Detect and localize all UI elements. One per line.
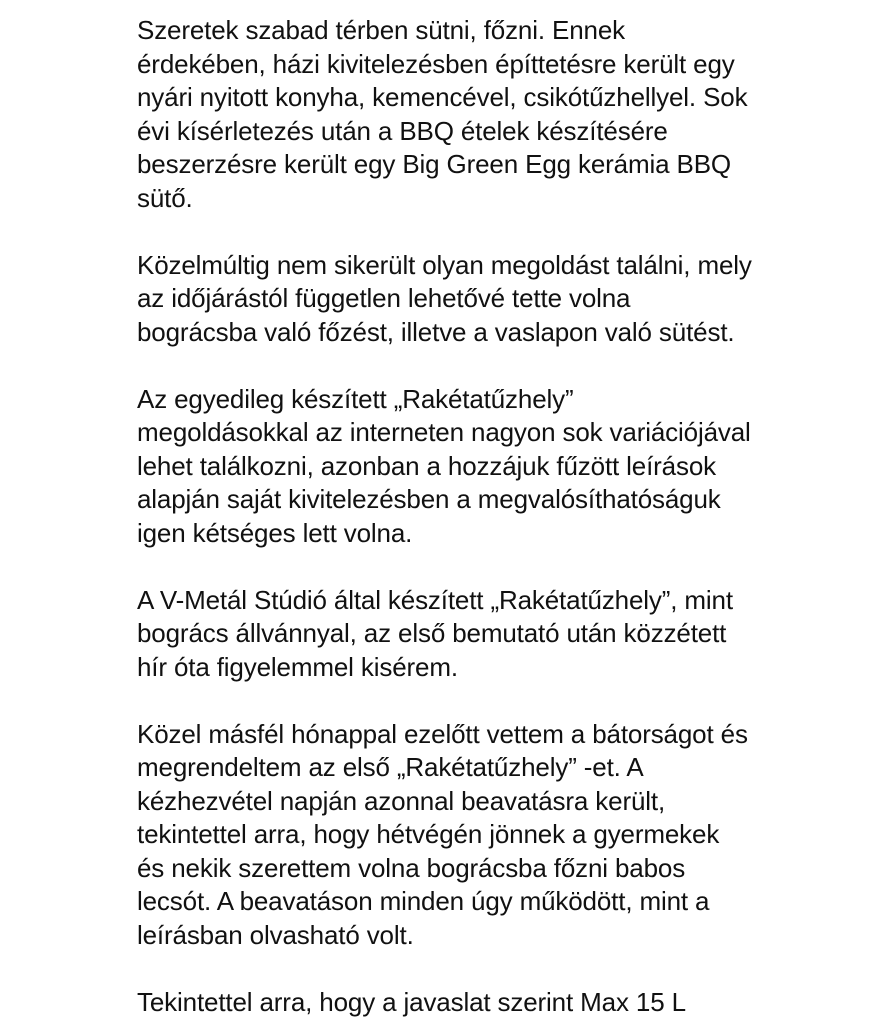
text-line: nyári nyitott konyha, kemencével, csikótűzhellyel. Sok [137,82,748,112]
text-line: az időjárástól független lehetővé tette volna [137,283,631,313]
text-line: Tekintettel arra, hogy a javaslat szerint Max 15 L [137,986,686,1017]
text-line: évi kísérletezés után a BBQ ételek készítésére [137,115,668,146]
paragraph-6 [137,986,837,1020]
text-line: tekintettel arra, hogy hétvégén jönnek a gyermekek [137,819,720,849]
text-line: megrendeltem az első „Rakétatűzhely” -et. A [137,752,644,782]
text-line: bogrács állvánnyal, az első bemutató után közzétett [137,618,727,648]
text-line: és nekik szerettem volna bográcsba főzni babos [137,852,686,883]
text-line: lehet találkozni, azonban a hozzájuk fűzött leírások [137,450,717,481]
paragraph-5 [137,718,837,953]
text-line: Szeretek szabad térben sütni, főzni. Ennek [137,15,625,45]
paragraph-3 [137,383,837,551]
text-line: Közel másfél hónappal ezelőtt vettem a bátorságot és [137,718,748,749]
paragraph-4 [137,584,837,685]
paragraph-1 [137,14,837,215]
text-line: lecsót. A beavatáson minden úgy működött, mint a [137,886,710,916]
text-line: igen kétséges lett volna. [137,517,413,548]
text-line: beszerzésre került egy Big Green Egg kerámia BBQ [137,149,731,179]
text-line: A V-Metál Stúdió által készített „Rakétatűzhely”, mint [137,584,733,615]
text-line: bográcsba való főzést, illetve a vaslapon való sütést. [137,316,735,347]
paragraph-2 [137,249,837,350]
text-line: sütő. [137,182,193,213]
text-line: leírásban olvasható volt. [137,919,414,950]
text-line: kézhezvétel napján azonnal beavatásra került, [137,785,666,816]
text-column [137,14,837,1024]
text-line: érdekében, házi kivitelezésben építtetésre került egy [137,48,735,79]
text-line: megoldásokkal az interneten nagyon sok variációjával [137,417,751,447]
text-line: hír óta figyelemmel kisérem. [137,651,458,682]
text-line: Közelmúltig nem sikerült olyan megoldást találni, mely [137,249,752,280]
text-line: alapján saját kivitelezésben a megvalósíthatóságuk [137,484,721,514]
text-line: Az egyedileg készített „Rakétatűzhely” [137,383,574,414]
